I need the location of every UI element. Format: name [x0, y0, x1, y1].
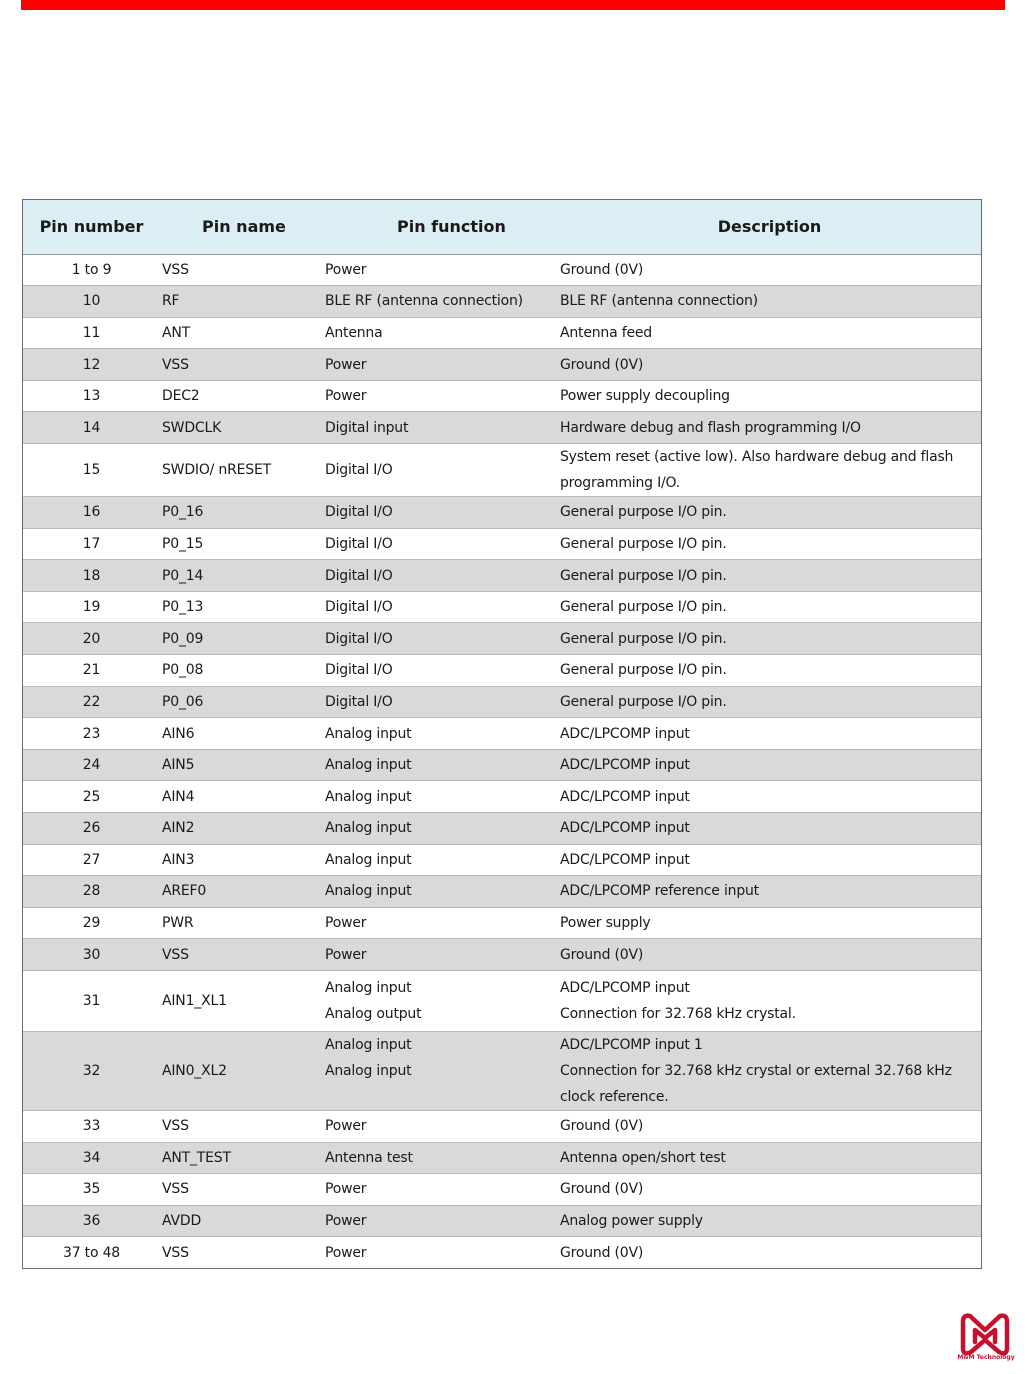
table-row	[23, 497, 981, 529]
pin-number-cell: 35	[23, 1174, 160, 1206]
pin-function-line: Analog input	[325, 1062, 412, 1079]
description-cell	[558, 623, 981, 655]
pin-function-cell	[322, 497, 558, 529]
table-row	[23, 844, 981, 876]
description-line: General purpose I/O pin.	[560, 662, 727, 679]
description-line: General purpose I/O pin.	[560, 630, 727, 647]
table-row	[23, 749, 981, 781]
pin-function-cell	[322, 560, 558, 592]
pin-function-cell	[322, 254, 558, 286]
pin-function-cell	[322, 1110, 558, 1142]
pin-function-cell	[322, 939, 558, 971]
pin-number-cell: 18	[23, 560, 160, 592]
description-cell	[558, 254, 981, 286]
pin-number-cell: 20	[23, 623, 160, 655]
column-header-pin-name: Pin name	[160, 200, 322, 254]
table-row	[23, 1174, 981, 1206]
description-cell	[558, 1142, 981, 1174]
pin-number-cell: 12	[23, 349, 160, 381]
table-row	[23, 876, 981, 908]
pin-function-line: Power	[325, 1181, 367, 1198]
description-cell	[558, 1031, 981, 1110]
description-line: ADC/LPCOMP input	[560, 788, 690, 805]
description-cell	[558, 286, 981, 318]
pin-function-cell	[322, 749, 558, 781]
description-cell	[558, 380, 981, 412]
description-line: Ground (0V)	[560, 1118, 644, 1135]
description-cell	[558, 686, 981, 718]
pin-function-cell	[322, 1142, 558, 1174]
description-line: ADC/LPCOMP input	[560, 820, 690, 837]
description-line: System reset (active low). Also hardware debug and flash programming I/O.	[560, 449, 954, 492]
table-row	[23, 412, 981, 444]
pin-number-cell: 17	[23, 528, 160, 560]
pin-name-cell: P0_15	[160, 528, 322, 560]
top-accent-bar	[21, 0, 1005, 10]
description-line: Ground (0V)	[560, 1244, 644, 1261]
table-row	[23, 623, 981, 655]
pin-function-line: Power	[325, 356, 367, 373]
description-cell	[558, 1174, 981, 1206]
pin-name-cell: RF	[160, 286, 322, 318]
pin-name-cell: ANT_TEST	[160, 1142, 322, 1174]
pin-name-cell: SWDIO/ nRESET	[160, 444, 322, 497]
table-row	[23, 813, 981, 845]
description-line: ADC/LPCOMP input	[560, 725, 690, 742]
pin-name-cell: ANT	[160, 317, 322, 349]
pin-function-line: Power	[325, 915, 367, 932]
pin-function-cell	[322, 412, 558, 444]
pin-function-line: Analog input	[325, 1036, 412, 1053]
description-line: Ground (0V)	[560, 356, 644, 373]
pin-function-line: Analog input	[325, 788, 412, 805]
description-line: Connection for 32.768 kHz crystal.	[560, 1005, 796, 1022]
description-cell	[558, 907, 981, 939]
pin-function-line: Analog output	[325, 1005, 422, 1022]
pin-function-line: Analog input	[325, 757, 412, 774]
description-line: ADC/LPCOMP input 1	[560, 1036, 703, 1053]
description-line: Hardware debug and flash programming I/O	[560, 419, 861, 436]
table-row	[23, 1205, 981, 1237]
description-line: General purpose I/O pin.	[560, 567, 727, 584]
pin-name-cell: AIN4	[160, 781, 322, 813]
pin-function-cell	[322, 844, 558, 876]
table-row	[23, 380, 981, 412]
pin-function-cell	[322, 718, 558, 750]
description-cell	[558, 560, 981, 592]
pin-number-cell: 27	[23, 844, 160, 876]
pin-function-cell	[322, 907, 558, 939]
pin-function-line: Digital I/O	[325, 504, 393, 521]
pin-number-cell: 22	[23, 686, 160, 718]
pin-function-line: Digital I/O	[325, 693, 393, 710]
pin-function-cell	[322, 876, 558, 908]
pin-function-line: Analog input	[325, 883, 412, 900]
description-cell	[558, 1205, 981, 1237]
pin-function-line: Digital I/O	[325, 567, 393, 584]
table-row	[23, 781, 981, 813]
description-line: ADC/LPCOMP input	[560, 851, 690, 868]
pin-function-line: Power	[325, 388, 367, 405]
pin-name-cell: AIN0_XL2	[160, 1031, 322, 1110]
table-row	[23, 686, 981, 718]
table-row	[23, 1031, 981, 1110]
table-row	[23, 718, 981, 750]
pin-name-cell: DEC2	[160, 380, 322, 412]
table-row	[23, 907, 981, 939]
pin-number-cell: 19	[23, 591, 160, 623]
table-row	[23, 655, 981, 687]
description-cell	[558, 444, 981, 497]
pin-number-cell: 37 to 48	[63, 1244, 120, 1261]
description-line: Power supply	[560, 915, 651, 932]
table-header-row	[23, 200, 981, 254]
description-line: Ground (0V)	[560, 1181, 644, 1198]
description-cell	[558, 939, 981, 971]
pin-function-cell	[322, 686, 558, 718]
pin-number-cell: 14	[23, 412, 160, 444]
description-line: Ground (0V)	[560, 946, 644, 963]
pin-name-cell: P0_09	[160, 623, 322, 655]
description-cell	[558, 528, 981, 560]
pin-name-cell: VSS	[160, 1174, 322, 1206]
description-line: Power supply decoupling	[560, 388, 730, 405]
pin-number-cell: 23	[23, 718, 160, 750]
pin-name-cell: AIN5	[160, 749, 322, 781]
pin-number-cell: 33	[23, 1110, 160, 1142]
pin-function-line: Power	[325, 946, 367, 963]
column-header-description: Description	[558, 200, 981, 254]
pin-name-cell: P0_08	[160, 655, 322, 687]
pin-name-cell: PWR	[160, 907, 322, 939]
pin-name-cell: AVDD	[160, 1205, 322, 1237]
pin-number-cell: 21	[23, 655, 160, 687]
description-line: Connection for 32.768 kHz crystal or external 32.768 kHz clock reference.	[560, 1062, 952, 1105]
pin-number-cell: 30	[23, 939, 160, 971]
pin-name-cell: AIN2	[160, 813, 322, 845]
pin-name-cell: P0_16	[160, 497, 322, 529]
description-line: ADC/LPCOMP input	[560, 757, 690, 774]
pin-function-line: BLE RF (antenna connection)	[325, 293, 523, 310]
description-cell	[558, 970, 981, 1031]
pin-name-cell: VSS	[160, 1110, 322, 1142]
pin-function-line: Power	[325, 261, 367, 278]
pin-function-line: Digital I/O	[325, 662, 393, 679]
logo-caption: M&M Technology	[957, 1354, 1015, 1361]
pin-name-cell: AIN1_XL1	[160, 970, 322, 1031]
pin-number-cell: 36	[23, 1205, 160, 1237]
pin-name-cell: SWDCLK	[160, 412, 322, 444]
description-cell	[558, 813, 981, 845]
pin-number-cell: 16	[23, 497, 160, 529]
pin-function-cell	[322, 970, 558, 1031]
description-cell	[558, 749, 981, 781]
pin-name-cell: VSS	[162, 1244, 189, 1261]
pin-number-cell: 24	[23, 749, 160, 781]
pin-name-cell: VSS	[160, 349, 322, 381]
pin-function-cell	[322, 623, 558, 655]
pin-function-line: Power	[325, 1213, 367, 1230]
description-line: Antenna feed	[560, 324, 652, 341]
pin-function-cell	[322, 317, 558, 349]
description-cell	[558, 655, 981, 687]
pin-name-cell: VSS	[160, 254, 322, 286]
pin-function-line: Digital I/O	[325, 599, 393, 616]
description-cell	[558, 349, 981, 381]
table-row	[23, 317, 981, 349]
pin-number-cell: 11	[23, 317, 160, 349]
pin-number-cell: 10	[23, 286, 160, 318]
description-cell	[558, 876, 981, 908]
pin-number-cell: 34	[23, 1142, 160, 1174]
pin-function-line: Digital I/O	[325, 535, 393, 552]
description-cell	[558, 317, 981, 349]
pin-number-cell: 28	[23, 876, 160, 908]
table-row	[23, 254, 981, 286]
pin-number-cell: 26	[23, 813, 160, 845]
pin-function-line: Power	[325, 1118, 367, 1135]
pin-function-line: Analog input	[325, 725, 412, 742]
pin-number-cell: 25	[23, 781, 160, 813]
description-line: ADC/LPCOMP reference input	[560, 883, 759, 900]
pin-function-cell	[322, 813, 558, 845]
pin-function-cell	[322, 286, 558, 318]
pin-name-cell: P0_06	[160, 686, 322, 718]
description-cell	[558, 781, 981, 813]
pin-function-cell	[322, 528, 558, 560]
description-cell	[558, 497, 981, 529]
table-row	[23, 970, 981, 1031]
table-row	[23, 591, 981, 623]
pin-function-line: Digital input	[325, 419, 409, 436]
description-cell	[558, 591, 981, 623]
description-cell	[558, 412, 981, 444]
pin-function-line: Analog input	[325, 820, 412, 837]
pin-number-cell: 15	[23, 444, 160, 497]
pin-name-cell: P0_13	[160, 591, 322, 623]
table-row	[23, 1142, 981, 1174]
pin-function-line: Digital I/O	[325, 462, 393, 479]
pin-name-cell: VSS	[160, 939, 322, 971]
pin-number-cell: 13	[23, 380, 160, 412]
description-cell	[558, 1110, 981, 1142]
pin-table-container	[22, 199, 982, 1269]
pin-name-cell: P0_14	[160, 560, 322, 592]
pin-function-cell	[322, 1174, 558, 1206]
pin-number-cell: 32	[23, 1031, 160, 1110]
description-line: BLE RF (antenna connection)	[560, 293, 758, 310]
pin-function-cell	[322, 655, 558, 687]
pin-function-cell	[322, 444, 558, 497]
pin-function-line: Power	[325, 1244, 367, 1261]
pin-name-cell: AIN3	[160, 844, 322, 876]
description-line: Antenna open/short test	[560, 1149, 726, 1166]
column-header-pin-function: Pin function	[322, 200, 558, 254]
pin-table-body	[23, 254, 981, 1268]
pin-function-line: Digital I/O	[325, 630, 393, 647]
pin-function-line: Antenna test	[325, 1149, 413, 1166]
description-cell	[558, 844, 981, 876]
table-row	[23, 528, 981, 560]
description-line: Ground (0V)	[560, 261, 644, 278]
description-line: General purpose I/O pin.	[560, 599, 727, 616]
description-line: General purpose I/O pin.	[560, 504, 727, 521]
table-row	[23, 1237, 981, 1269]
pin-function-cell	[322, 380, 558, 412]
pin-number-cell: 29	[23, 907, 160, 939]
description-line: General purpose I/O pin.	[560, 535, 727, 552]
pin-number-cell: 1 to 9	[23, 254, 160, 286]
table-row	[23, 560, 981, 592]
table-row	[23, 1110, 981, 1142]
pin-number-cell: 31	[23, 970, 160, 1031]
pin-function-cell	[322, 1031, 558, 1110]
pin-function-cell	[322, 781, 558, 813]
pin-name-cell: AREF0	[160, 876, 322, 908]
pin-function-cell	[322, 349, 558, 381]
description-cell	[558, 1237, 981, 1269]
description-cell	[558, 718, 981, 750]
description-line: Analog power supply	[560, 1213, 703, 1230]
pin-function-line: Analog input	[325, 851, 412, 868]
table-row	[23, 286, 981, 318]
pin-function-cell	[322, 591, 558, 623]
pin-table	[23, 200, 981, 1268]
pin-name-cell: AIN6	[160, 718, 322, 750]
description-line: General purpose I/O pin.	[560, 693, 727, 710]
table-row	[23, 349, 981, 381]
table-row	[23, 444, 981, 497]
pin-function-cell	[322, 1205, 558, 1237]
table-row	[23, 939, 981, 971]
pin-function-cell	[322, 1237, 558, 1269]
pin-function-line: Analog input	[325, 979, 412, 996]
column-header-pin-number: Pin number	[23, 200, 160, 254]
description-line: ADC/LPCOMP input	[560, 979, 690, 996]
pin-function-line: Antenna	[325, 324, 383, 341]
